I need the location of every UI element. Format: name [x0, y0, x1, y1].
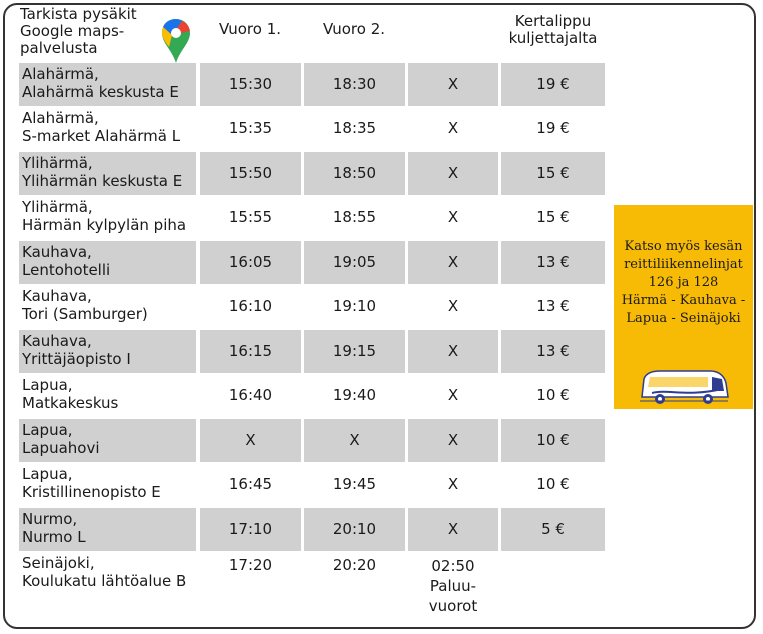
- promo-line: reittiliikennelinjat: [624, 257, 743, 272]
- fare-cell: 15 €: [501, 152, 605, 195]
- stop-cell: [19, 463, 196, 506]
- stop-town: Alahärmä,: [22, 65, 99, 83]
- stop-name: Alahärmä keskusta E: [22, 83, 179, 101]
- stop-cell: [19, 241, 196, 284]
- stop-town: Kauhava,: [22, 287, 92, 305]
- vuoro2-time: 18:50: [304, 152, 405, 195]
- stop-cell: [19, 419, 196, 462]
- return-cell: X: [408, 63, 498, 106]
- fare-cell: 15 €: [536, 208, 570, 226]
- stop-name: Härmän kylpylän piha: [22, 216, 187, 234]
- fare-header: Kertalippu kuljettajalta: [508, 12, 598, 47]
- stop-name: Yrittäjäopisto I: [22, 350, 131, 368]
- vuoro1-time: 17:10: [200, 508, 301, 551]
- promo-box: [614, 205, 753, 409]
- return-cell: 02:50 Paluu- vuorot: [428, 557, 478, 615]
- return-cell: X: [447, 386, 459, 404]
- fare-cell: 10 €: [536, 386, 570, 404]
- fare-cell: 10 €: [536, 475, 570, 493]
- stop-name: Ylihärmän keskusta E: [22, 172, 183, 190]
- stop-cell: [19, 374, 196, 417]
- fare-cell: 13 €: [501, 241, 605, 284]
- vuoro1-time: X: [200, 419, 301, 462]
- stop-town: Kauhava,: [22, 243, 92, 261]
- promo-line: 126 ja 128: [648, 275, 719, 290]
- stop-name: Matkakeskus: [22, 394, 119, 412]
- fare-cell: 5 €: [501, 508, 605, 551]
- stop-cell: [19, 196, 196, 239]
- vuoro1-time: 16:40: [228, 386, 273, 404]
- fare-cell: 19 €: [536, 119, 570, 137]
- return-cell: X: [408, 330, 498, 373]
- vuoro2-time: 18:55: [332, 208, 377, 226]
- stop-town: Ylihärmä,: [22, 198, 93, 216]
- return-cell: X: [408, 508, 498, 551]
- fare-cell: 19 €: [501, 63, 605, 106]
- vuoro1-header: Vuoro 1.: [218, 20, 282, 38]
- promo-line: Härmä - Kauhava -: [621, 293, 746, 308]
- promo-line: Katso myös kesän: [624, 239, 743, 254]
- vuoro2-time: 19:45: [332, 475, 377, 493]
- vuoro2-header: Vuoro 2.: [322, 20, 386, 38]
- stop-town: Seinäjoki,: [22, 554, 95, 572]
- vuoro2-time: 19:05: [304, 241, 405, 284]
- return-cell: X: [408, 241, 498, 284]
- return-cell: X: [447, 475, 459, 493]
- vuoro2-time: 19:15: [304, 330, 405, 373]
- vuoro2-time: 19:40: [332, 386, 377, 404]
- vuoro2-time: 18:35: [332, 119, 377, 137]
- stop-cell: [19, 152, 196, 195]
- vuoro2-time: X: [304, 419, 405, 462]
- vuoro1-time: 16:45: [228, 475, 273, 493]
- stop-cell: [19, 107, 196, 150]
- vuoro1-time: 15:55: [228, 208, 273, 226]
- vuoro2-time: 18:30: [304, 63, 405, 106]
- google-maps-pin-icon[interactable]: [160, 17, 192, 65]
- fare-cell: [501, 552, 605, 595]
- stop-town: Kauhava,: [22, 332, 92, 350]
- vuoro1-time: 16:10: [228, 297, 273, 315]
- stop-name: Koulukatu lähtöalue B: [22, 572, 187, 590]
- stop-name: S-market Alahärmä L: [22, 127, 181, 145]
- stop-town: Lapua,: [22, 376, 73, 394]
- bus-icon: [638, 367, 730, 407]
- stop-town: Nurmo,: [22, 510, 78, 528]
- promo-line: Lapua - Seinäjoki: [626, 311, 741, 326]
- stop-town: Lapua,: [22, 465, 73, 483]
- stop-town: Ylihärmä,: [22, 154, 93, 172]
- vuoro1-time: 17:20: [228, 556, 273, 574]
- stop-name: Kristillinenopisto E: [22, 483, 161, 501]
- stop-cell: [19, 285, 196, 328]
- fare-cell: 13 €: [536, 297, 570, 315]
- return-cell: X: [447, 208, 459, 226]
- stops-header: Tarkista pysäkit Google maps-palvelusta: [20, 5, 137, 57]
- return-cell: X: [408, 152, 498, 195]
- stop-cell: [19, 552, 196, 595]
- stop-name: Tori (Samburger): [22, 305, 148, 323]
- vuoro1-time: 15:50: [200, 152, 301, 195]
- return-cell: X: [408, 419, 498, 462]
- stop-cell: [19, 508, 196, 551]
- vuoro1-time: 15:30: [200, 63, 301, 106]
- stop-name: Lentohotelli: [22, 261, 111, 279]
- return-cell: X: [447, 119, 459, 137]
- vuoro2-time: 20:20: [332, 556, 377, 574]
- promo-text: [620, 238, 747, 328]
- stop-town: Alahärmä,: [22, 109, 99, 127]
- stop-name: Lapuahovi: [22, 439, 100, 457]
- vuoro2-time: 19:10: [332, 297, 377, 315]
- stop-cell: [19, 330, 196, 373]
- stop-name: Nurmo L: [22, 528, 86, 546]
- vuoro2-time: 20:10: [304, 508, 405, 551]
- fare-cell: 10 €: [501, 419, 605, 462]
- vuoro1-time: 16:15: [200, 330, 301, 373]
- vuoro1-time: 15:35: [228, 119, 273, 137]
- return-cell: X: [447, 297, 459, 315]
- stop-cell: [19, 63, 196, 106]
- stop-town: Lapua,: [22, 421, 73, 439]
- fare-cell: 13 €: [501, 330, 605, 373]
- vuoro1-time: 16:05: [200, 241, 301, 284]
